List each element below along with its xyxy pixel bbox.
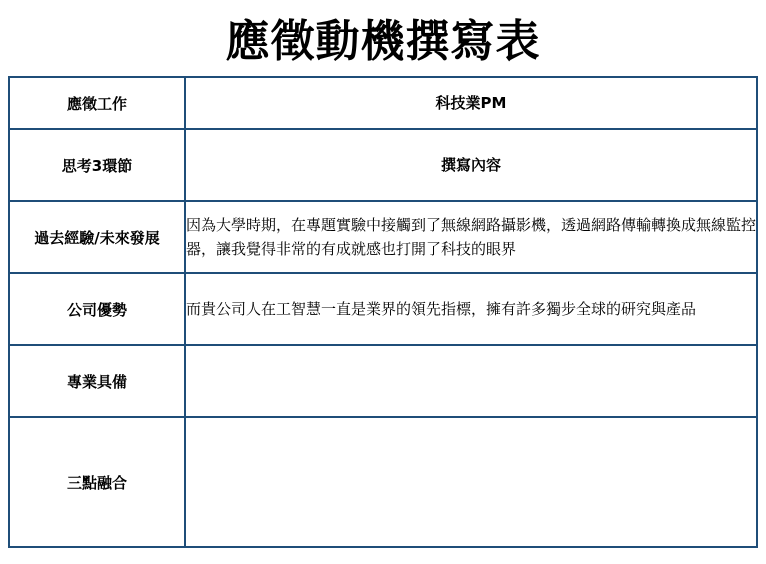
table-row-skills [9, 345, 757, 417]
row-content-company: 而貴公司人在工智慧一直是業界的領先指標，擁有許多獨步全球的研究與產品 [185, 273, 757, 345]
table-row-header [9, 129, 757, 201]
row-content-job: 科技業PM [185, 77, 757, 129]
row-content-header: 撰寫內容 [185, 129, 757, 201]
motivation-table [8, 76, 758, 548]
row-label-company: 公司優勢 [9, 273, 185, 345]
table-row-company [9, 273, 757, 345]
row-label-experience: 過去經驗/未來發展 [9, 201, 185, 273]
row-content-skills[interactable] [185, 345, 757, 417]
row-content-experience: 因為大學時期，在專題實驗中接觸到了無線網路攝影機，透過網路傳輸轉換成無線監控器，讓我覺得非常的有成就感也打開了科技的眼界 [185, 201, 757, 273]
row-content-fusion[interactable] [185, 417, 757, 547]
row-label-fusion: 三點融合 [9, 417, 185, 547]
table-row-job [9, 77, 757, 129]
row-label-thinking: 思考3環節 [9, 129, 185, 201]
row-label-skills: 專業具備 [9, 345, 185, 417]
row-label-job: 應徵工作 [9, 77, 185, 129]
page-title: 應徵動機撰寫表 [225, 16, 541, 67]
table-row-experience [9, 201, 757, 273]
table-row-fusion [9, 417, 757, 547]
